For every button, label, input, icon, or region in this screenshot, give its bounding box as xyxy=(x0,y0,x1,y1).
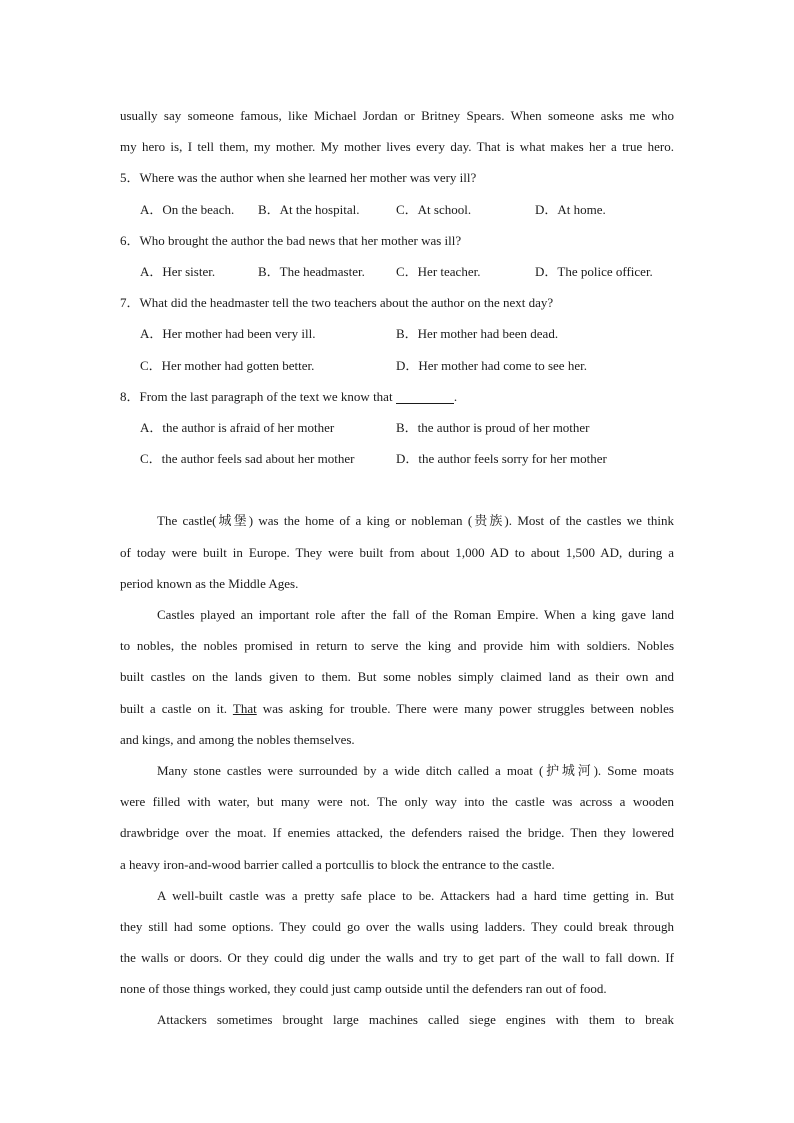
passage-p4-line-1: A well-built castle was a pretty safe place to be. Attackers had a hard time getting in. But xyxy=(157,887,674,903)
p2-line-4-start: built a castle on it. xyxy=(120,700,233,716)
question-5-stem: 5．Where was the author when she learned her mother was very ill? xyxy=(120,170,477,186)
section-spacer xyxy=(120,474,674,505)
intro-line-1: usually say someone famous, like Michael Jordan or Britney Spears. When someone asks me who xyxy=(120,108,674,123)
option-b: B．Her mother had been dead. xyxy=(396,326,559,342)
p2-line-4-rest: was asking for trouble. There were many power struggles between nobles xyxy=(256,700,674,716)
passage-p1-line-1: The castle(城堡) was the home of a king or nobleman (贵族). Most of the castles we think xyxy=(157,513,674,529)
document-page xyxy=(120,100,674,1036)
question-8-stem xyxy=(120,381,674,412)
question-7-options-ab xyxy=(120,318,674,349)
question-8-stem-text: 8．From the last paragraph of the text we know that xyxy=(120,388,393,404)
option-d: D．the author feels sorry for her mother xyxy=(396,451,607,467)
question-6-stem: 6．Who brought the author the bad news that her mother was ill? xyxy=(120,232,462,248)
passage-p4-line-4: none of those things worked, they could just camp outside until the defenders ran out of food. xyxy=(120,981,607,997)
option-a: A．the author is afraid of her mother xyxy=(140,419,335,435)
passage-p1-line-3: period known as the Middle Ages. xyxy=(120,575,299,591)
option-b: B．The headmaster. xyxy=(258,263,365,279)
option-d: D．The police officer. xyxy=(535,263,653,279)
intro-line-2: my hero is, I tell them, my mother. My mother lives every day. That is what makes her a true hero. xyxy=(120,139,674,155)
passage-p4-line-3: the walls or doors. Or they could dig under the walls and try to get part of the wall to fall down. If xyxy=(120,950,674,966)
passage-p2-line-2: to nobles, the nobles promised in return to serve the king and provide him with soldiers. Nobles xyxy=(120,638,674,654)
passage-p5-line-1: Attackers sometimes brought large machines called siege engines with them to break xyxy=(157,1012,674,1028)
option-c: C．the author feels sad about her mother xyxy=(140,451,355,467)
option-c: C．Her teacher. xyxy=(396,263,481,279)
question-7-options-cd xyxy=(120,350,674,381)
passage-p2-line-1: Castles played an important role after the fall of the Roman Empire. When a king gave land xyxy=(157,607,674,622)
passage-p2-line-3: built castles on the lands given to them. But some nobles simply claimed land as their own and xyxy=(120,669,674,685)
option-a: A．Her sister. xyxy=(140,263,216,279)
passage-p3-line-3: drawbridge over the moat. If enemies attacked, the defenders raised the bridge. Then they lowered xyxy=(120,825,674,841)
question-8-options-ab xyxy=(120,412,674,443)
passage-p3-line-2: were filled with water, but many were not. The only way into the castle was across a wooden xyxy=(120,794,674,810)
passage-p2-line-5: and kings, and among the nobles themselves. xyxy=(120,731,355,747)
option-b: B．At the hospital. xyxy=(258,201,360,217)
question-7-stem: 7．What did the headmaster tell the two teachers about the author on the next day? xyxy=(120,295,554,311)
question-8-stem-end: . xyxy=(453,388,458,404)
answer-blank xyxy=(396,389,454,404)
option-c: C．Her mother had gotten better. xyxy=(140,357,315,373)
question-6-options xyxy=(120,256,674,287)
option-b: B．the author is proud of her mother xyxy=(396,419,590,435)
question-8-options-cd xyxy=(120,443,674,474)
passage-p4-line-2: they still had some options. They could go over the walls using ladders. They could break through xyxy=(120,918,674,934)
option-d: D．At home. xyxy=(535,201,606,217)
option-a: A．Her mother had been very ill. xyxy=(140,326,316,342)
option-a: A．On the beach. xyxy=(140,201,235,217)
underlined-word-that: That xyxy=(232,700,257,716)
passage-p1-line-2: of today were built in Europe. They were built from about 1,000 AD to about 1,500 AD, during a xyxy=(120,544,674,560)
option-d: D．Her mother had come to see her. xyxy=(396,357,587,373)
option-c: C．At school. xyxy=(396,201,472,217)
passage-p3-line-4: a heavy iron-and-wood barrier called a portcullis to block the entrance to the castle. xyxy=(120,856,555,872)
question-5-options xyxy=(120,194,674,225)
passage-p2-line-4 xyxy=(120,693,674,724)
passage-p3-line-1: Many stone castles were surrounded by a wide ditch called a moat (护城河). Some moats xyxy=(157,762,674,778)
